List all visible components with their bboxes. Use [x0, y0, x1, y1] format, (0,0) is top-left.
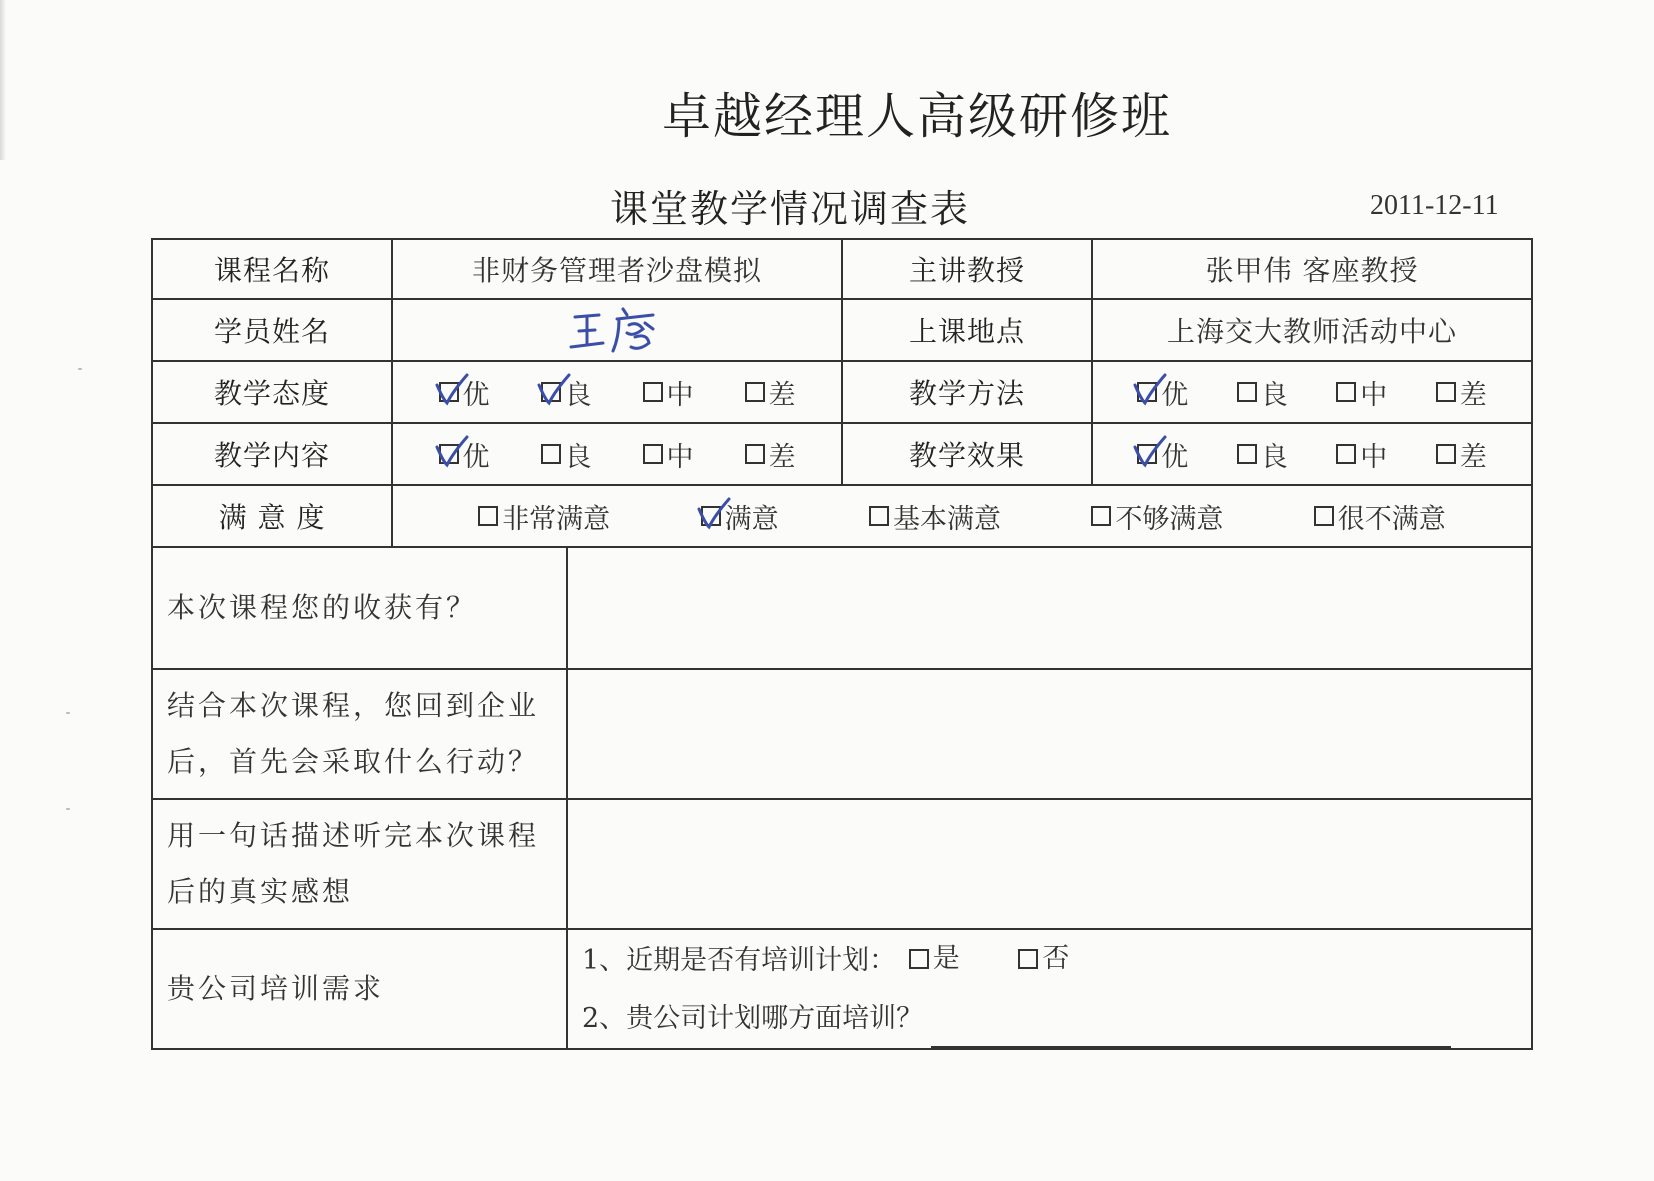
course-name-value: 非财务管理者沙盘模拟 [392, 239, 842, 299]
option-label: 满意 [724, 503, 779, 535]
effect-options [1092, 423, 1532, 485]
option-label: 优 [1161, 441, 1189, 473]
question-training-needs: 贵公司培训需求 [152, 929, 567, 1049]
option-label: 良 [564, 441, 592, 473]
option-label: 不够满意 [1115, 503, 1224, 535]
question-action: 结合本次课程，您回到企业后，首先会采取什么行动？ [152, 669, 567, 799]
content-options [392, 423, 842, 485]
method-options [1092, 361, 1532, 423]
training-needs-answer [567, 929, 1532, 1049]
row-q2 [152, 669, 1532, 799]
content-label: 教学内容 [152, 423, 392, 485]
row-content-effect [152, 423, 1532, 485]
method-option[interactable] [1336, 373, 1387, 412]
attitude-option[interactable] [541, 373, 592, 412]
option-label: 否 [1042, 943, 1070, 974]
option-label: 基本满意 [892, 503, 1001, 535]
check-mark-icon [695, 493, 735, 533]
checkbox[interactable] [478, 506, 498, 526]
training-area-question: 2、贵公司计划哪方面培训？ [582, 1003, 924, 1034]
checkbox[interactable] [1237, 382, 1257, 402]
option-label: 优 [1161, 379, 1189, 411]
satisfaction-option[interactable] [1314, 497, 1446, 536]
attitude-label: 教学态度 [152, 361, 392, 423]
row-satisfaction [152, 485, 1532, 547]
effect-option[interactable] [1436, 435, 1487, 474]
method-label: 教学方法 [842, 361, 1092, 423]
option-label: 差 [768, 379, 796, 411]
training-area-line [568, 990, 1531, 1048]
option-label: 优 [462, 441, 490, 473]
check-mark-icon [433, 431, 473, 471]
row-q1 [152, 547, 1532, 669]
answer-action[interactable] [567, 669, 1532, 799]
checkbox[interactable] [541, 444, 561, 464]
option-label: 差 [1459, 441, 1487, 473]
training-plan-line [568, 930, 1531, 990]
form-title: 课堂教学情况调查表 [610, 187, 971, 231]
checkbox[interactable] [1314, 506, 1334, 526]
checkbox[interactable] [1336, 444, 1356, 464]
effect-label: 教学效果 [842, 423, 1092, 485]
row-student [152, 299, 1532, 361]
content-option[interactable] [745, 435, 796, 474]
training-plan-yes[interactable] [909, 930, 960, 988]
scan-speck [66, 808, 70, 810]
satisfaction-option[interactable] [869, 497, 1001, 536]
row-course [152, 239, 1532, 299]
question-gains: 本次课程您的收获有？ [152, 547, 567, 669]
satisfaction-option[interactable] [478, 497, 610, 536]
option-label: 非常满意 [502, 503, 611, 535]
check-mark-icon [433, 369, 473, 409]
question-feeling: 用一句话描述听完本次课程后的真实感想 [152, 799, 567, 929]
satisfaction-option[interactable] [701, 497, 779, 536]
checkbox[interactable] [869, 506, 889, 526]
row-q4 [152, 929, 1532, 1049]
checkbox[interactable] [1336, 382, 1356, 402]
checkbox[interactable] [745, 382, 765, 402]
option-label: 中 [1360, 441, 1388, 473]
content-option[interactable] [643, 435, 694, 474]
effect-option[interactable] [1137, 435, 1188, 474]
checkbox[interactable] [1237, 444, 1257, 464]
option-label: 中 [1360, 379, 1388, 411]
check-mark-icon [1131, 431, 1171, 471]
method-option[interactable] [1237, 373, 1288, 412]
option-label: 良 [1260, 441, 1288, 473]
main-title: 卓越经理人高级研修班 [661, 88, 1172, 145]
scan-speck [66, 712, 70, 714]
option-label: 差 [1459, 379, 1487, 411]
attitude-option[interactable] [643, 373, 694, 412]
attitude-options [392, 361, 842, 423]
option-label: 差 [768, 441, 796, 473]
scan-speck [78, 368, 82, 370]
effect-option[interactable] [1237, 435, 1288, 474]
answer-gains[interactable] [567, 547, 1532, 669]
training-area-blank[interactable] [931, 1024, 1451, 1048]
row-q3 [152, 799, 1532, 929]
satisfaction-options [392, 485, 1532, 547]
location-value: 上海交大教师活动中心 [1092, 299, 1532, 361]
training-plan-no[interactable] [1018, 930, 1069, 988]
checkbox[interactable] [1436, 444, 1456, 464]
row-attitude-method [152, 361, 1532, 423]
option-label: 优 [462, 379, 490, 411]
survey-table [151, 238, 1533, 1050]
checkbox[interactable] [1091, 506, 1111, 526]
location-label: 上课地点 [842, 299, 1092, 361]
attitude-option[interactable] [439, 373, 490, 412]
checkbox[interactable] [745, 444, 765, 464]
checkbox[interactable] [643, 382, 663, 402]
option-label: 是 [932, 943, 960, 974]
method-option[interactable] [1436, 373, 1487, 412]
option-label: 中 [666, 441, 694, 473]
effect-option[interactable] [1336, 435, 1387, 474]
form-date: 2011-12-11 [1370, 190, 1499, 221]
student-signature [557, 303, 677, 357]
checkbox[interactable] [1018, 949, 1038, 969]
checkbox[interactable] [1436, 382, 1456, 402]
course-name-label: 课程名称 [152, 239, 392, 299]
check-mark-icon [1131, 369, 1171, 409]
satisfaction-option[interactable] [1091, 497, 1223, 536]
satisfaction-label: 满 意 度 [152, 485, 392, 547]
checkbox[interactable] [643, 444, 663, 464]
checkbox[interactable] [909, 949, 929, 969]
student-name-field[interactable] [392, 299, 842, 361]
content-option[interactable] [541, 435, 592, 474]
option-label: 很不满意 [1337, 503, 1446, 535]
check-mark-icon [535, 369, 575, 409]
student-name-label: 学员姓名 [152, 299, 392, 361]
content-option[interactable] [439, 435, 490, 474]
option-label: 良 [564, 379, 592, 411]
option-label: 中 [666, 379, 694, 411]
lecturer-value: 张甲伟 客座教授 [1092, 239, 1532, 299]
attitude-option[interactable] [745, 373, 796, 412]
training-plan-question: 1、近期是否有培训计划： [582, 945, 897, 976]
method-option[interactable] [1137, 373, 1188, 412]
answer-feeling[interactable] [567, 799, 1532, 929]
option-label: 良 [1260, 379, 1288, 411]
lecturer-label: 主讲教授 [842, 239, 1092, 299]
